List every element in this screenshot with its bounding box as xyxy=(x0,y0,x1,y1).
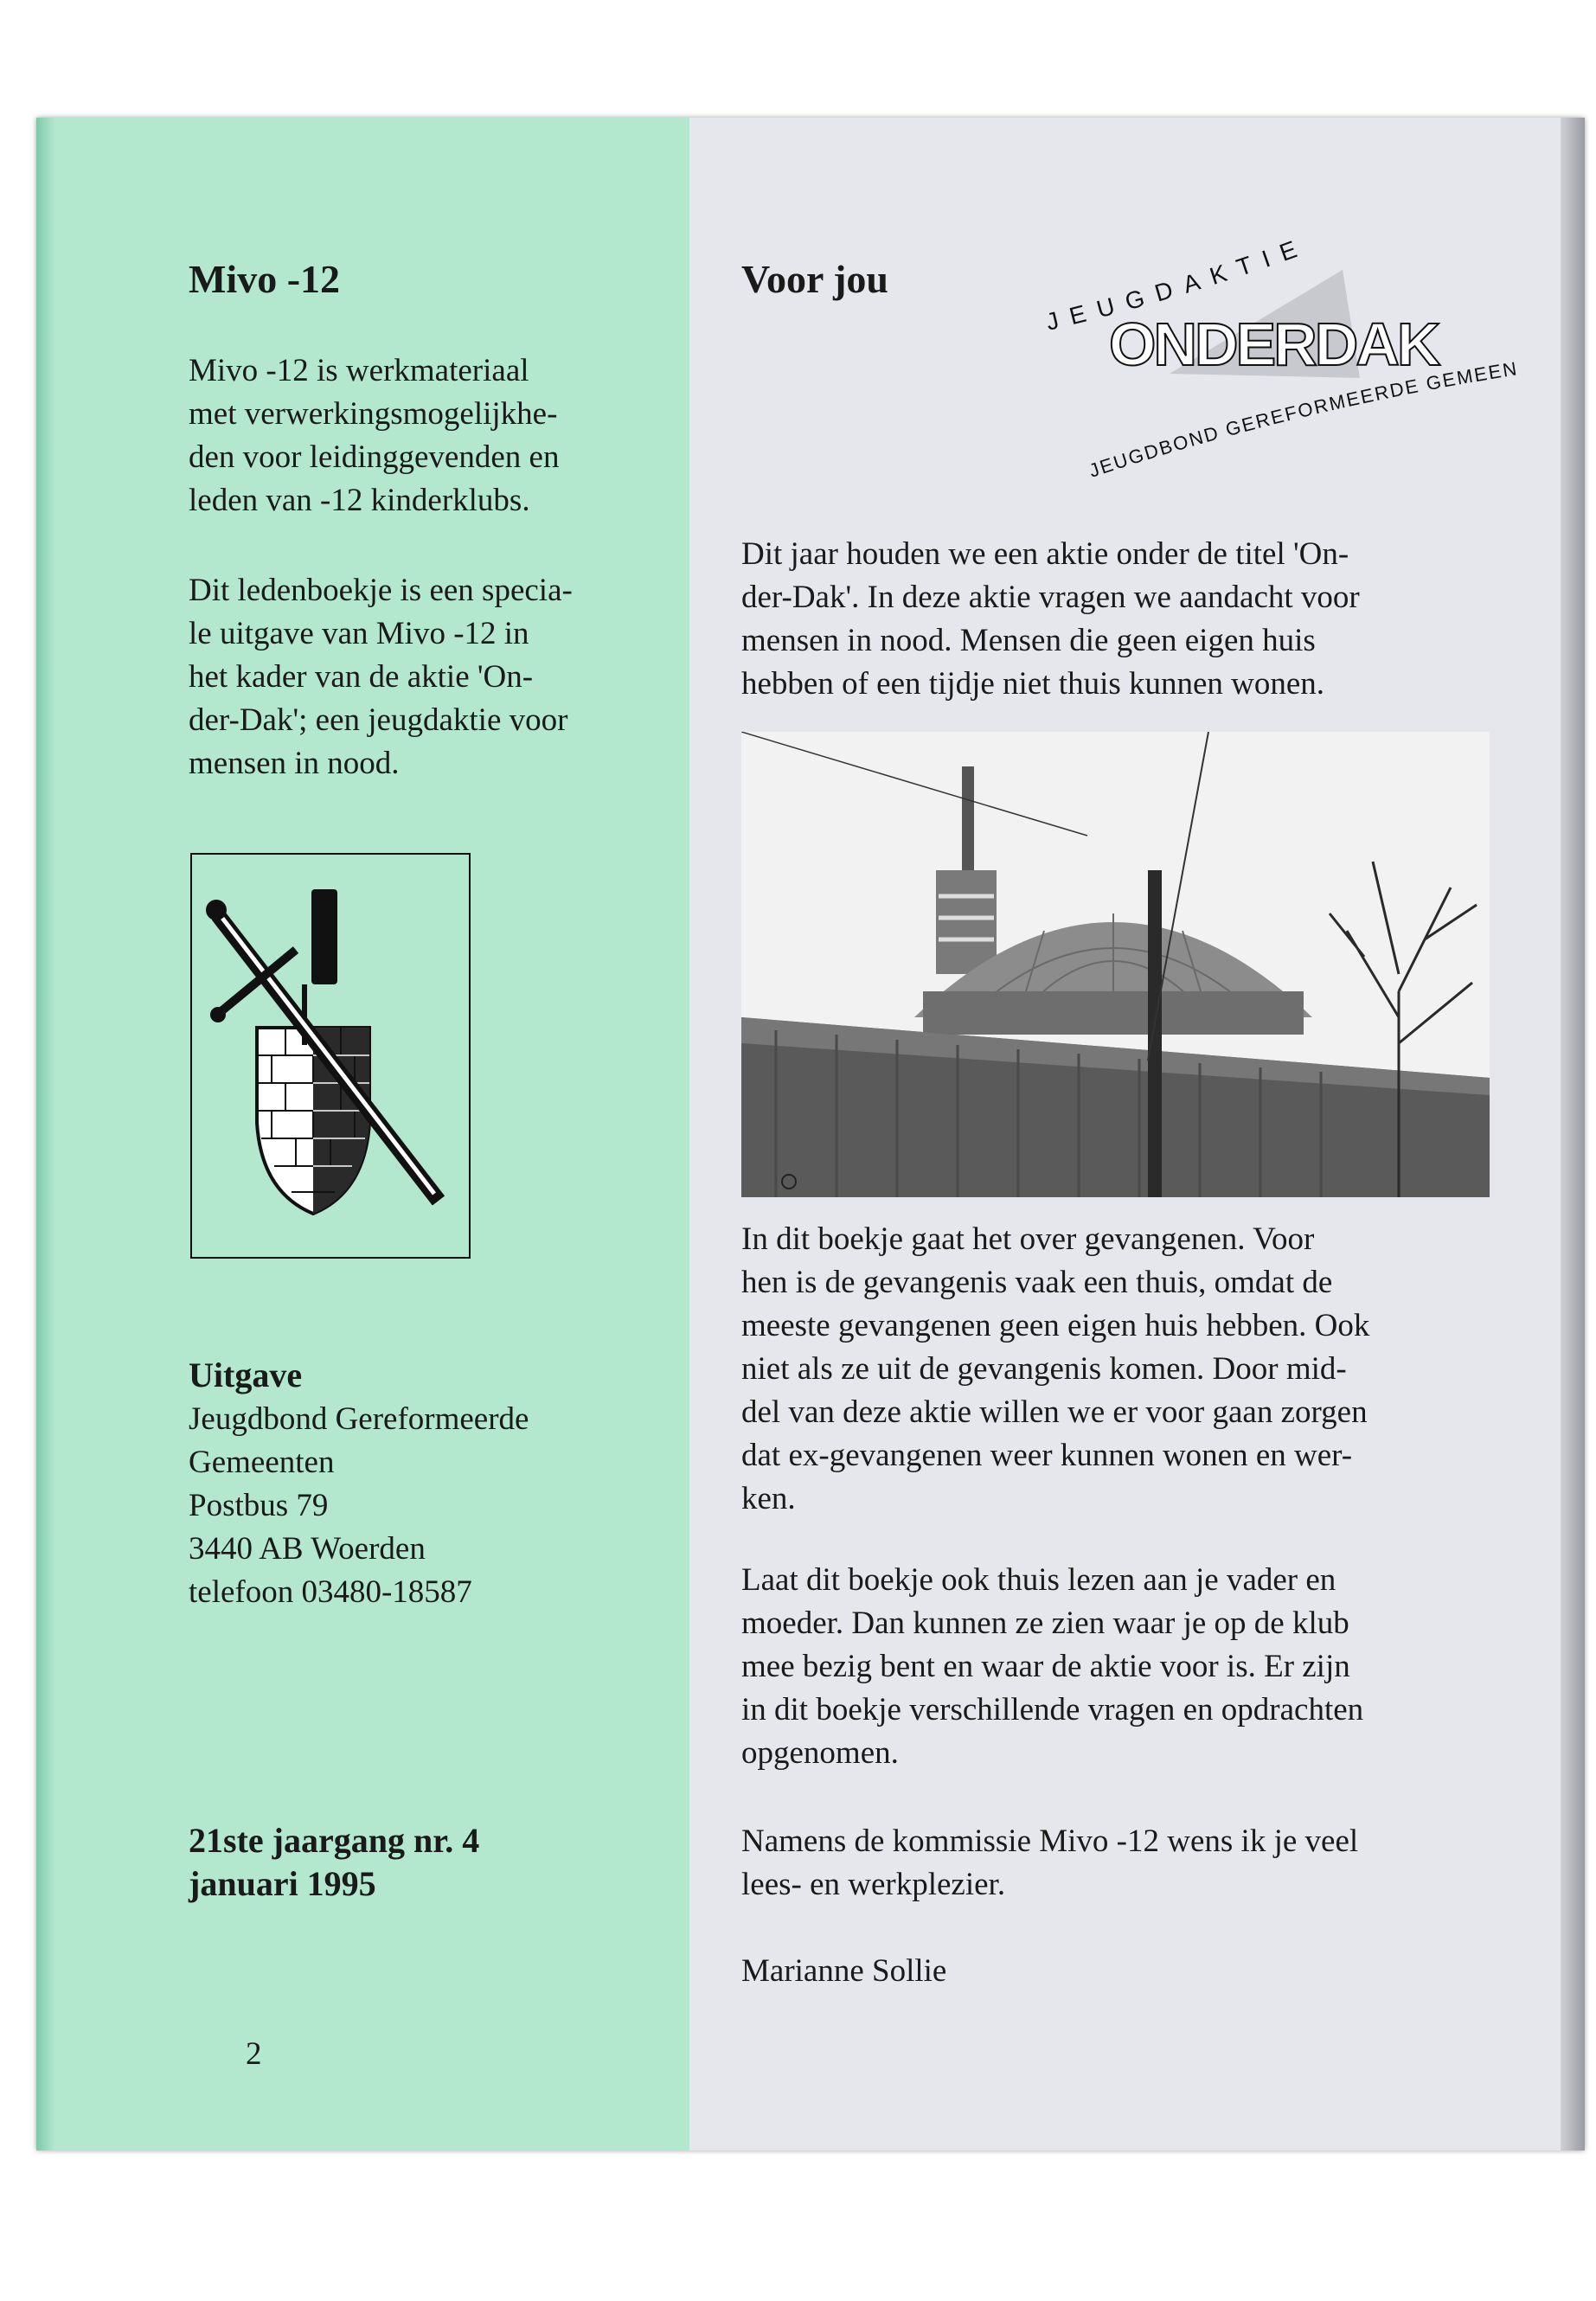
text-line: Namens de kommissie Mivo -12 wens ik je veel xyxy=(741,1823,1359,1859)
left-intro xyxy=(189,349,559,522)
left-para2 xyxy=(189,569,573,785)
text-line: hen is de gevangenis vaak een thuis, omdat de xyxy=(741,1265,1333,1300)
right-para4 xyxy=(741,1820,1358,1907)
page-number: 2 xyxy=(246,2036,262,2072)
logo-arc-bottom: JEUGDBOND GEREFORMEERDE GEMEEN xyxy=(1086,357,1520,482)
text-line: het kader van de aktie 'On- xyxy=(189,659,534,695)
text-line: Mivo -12 is werkmateriaal xyxy=(189,353,529,388)
text-line: met verwerkingsmogelijkhe- xyxy=(189,396,558,432)
text-line: Postbus 79 xyxy=(189,1488,329,1523)
onderdak-logo xyxy=(1040,235,1524,503)
right-para3 xyxy=(741,1559,1363,1775)
text-line: 3440 AB Woerden xyxy=(189,1531,426,1567)
prison-dome-photo xyxy=(741,732,1490,1197)
issue-line-1: 21ste jaargang nr. 4 xyxy=(189,1821,480,1860)
publisher-heading: Uitgave xyxy=(189,1356,303,1394)
prison-photo-image xyxy=(741,732,1490,1197)
text-line: Dit jaar houden we een aktie onder de titel 'On- xyxy=(741,536,1349,572)
text-line: hebben of een tijdje niet thuis kunnen wonen. xyxy=(741,666,1325,702)
left-title: Mivo -12 xyxy=(189,257,341,301)
text-line: telefoon 03480-18587 xyxy=(189,1574,472,1610)
text-line: lees- en werkplezier. xyxy=(741,1867,1006,1902)
text-line: den voor leidinggevenden en xyxy=(189,439,560,475)
text-line: opgenomen. xyxy=(741,1735,899,1771)
publisher-address xyxy=(189,1398,529,1614)
logo-main: ONDERDAK xyxy=(1109,311,1439,378)
signature: Marianne Sollie xyxy=(741,1953,947,1989)
text-line: ken. xyxy=(741,1481,796,1516)
emblem-box xyxy=(190,853,471,1259)
text-line: Laat dit boekje ook thuis lezen aan je vader en xyxy=(741,1562,1336,1598)
text-line: mee bezig bent en waar de aktie voor is. Er zijn xyxy=(741,1649,1350,1684)
text-line: Jeugdbond Gereformeerde xyxy=(189,1401,529,1437)
booklet-page xyxy=(36,118,1585,2150)
text-line: mensen in nood. xyxy=(189,746,400,781)
text-line: Dit ledenboekje is een specia- xyxy=(189,573,573,608)
issue-line-2: januari 1995 xyxy=(189,1864,376,1903)
text-line: niet als ze uit de gevangenis komen. Door mid- xyxy=(741,1351,1347,1387)
text-line: le uitgave van Mivo -12 in xyxy=(189,616,529,651)
right-para1 xyxy=(741,533,1360,706)
text-line: Gemeenten xyxy=(189,1445,335,1480)
text-line: der-Dak'; een jeugdaktie voor xyxy=(189,702,568,738)
text-line: leden van -12 kinderklubs. xyxy=(189,483,530,518)
text-line: in dit boekje verschillende vragen en opdrachten xyxy=(741,1692,1364,1727)
onderdak-logo-icon xyxy=(1040,235,1524,503)
right-para2 xyxy=(741,1218,1369,1521)
text-line: del van deze aktie willen we er voor gaan zorgen xyxy=(741,1394,1368,1430)
shield-sword-trowel-icon xyxy=(192,855,469,1257)
text-line: dat ex-gevangenen weer kunnen wonen en wer- xyxy=(741,1438,1353,1473)
text-line: moeder. Dan kunnen ze zien waar je op de klub xyxy=(741,1606,1349,1641)
text-line: der-Dak'. In deze aktie vragen we aandacht voor xyxy=(741,580,1360,615)
text-line: In dit boekje gaat het over gevangenen. Voor xyxy=(741,1221,1315,1257)
text-line: mensen in nood. Mensen die geen eigen huis xyxy=(741,623,1316,658)
text-line: meeste gevangenen geen eigen huis hebben. Ook xyxy=(741,1308,1370,1343)
page-edge xyxy=(1561,118,1585,2150)
logo-arc-top: JEUGDAKTIE xyxy=(1043,235,1312,336)
right-title: Voor jou xyxy=(741,257,888,301)
